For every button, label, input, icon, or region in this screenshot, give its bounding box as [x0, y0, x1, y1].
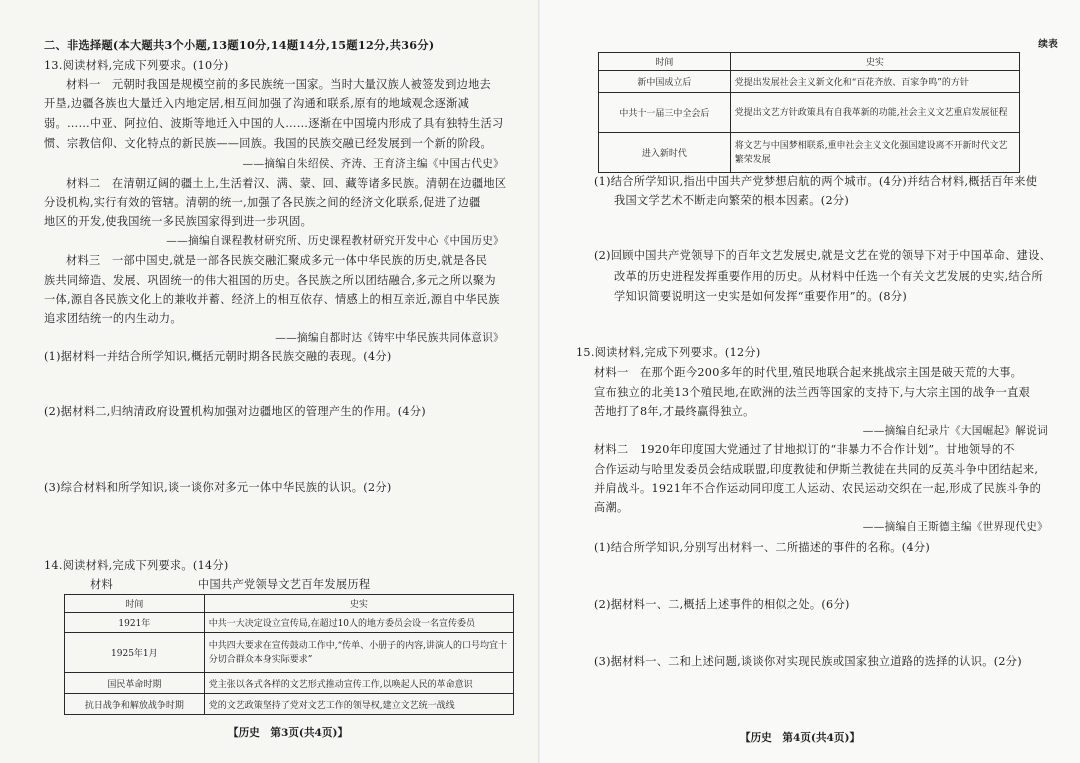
- q14-question2-line: 改革的历史进程发挥重要作用的历史。从材料中任选一个有关文艺发展的史实,结合所: [614, 270, 1043, 283]
- table-cell-time: 1921年: [65, 613, 205, 633]
- table-row: [65, 633, 514, 673]
- table-cell-fact: 党主张以各式各样的文艺形式推动宣传工作,以唤起人民的革命意识: [204, 673, 513, 694]
- q13-material3-line: 材料三 一部中国史,就是一部各民族交融汇聚成多元一体中华民族的历史,就是各民: [66, 254, 488, 267]
- q14-question2-line: 学知识简要说明这一史实是如何发挥“重要作用”的。(8分): [614, 290, 907, 303]
- q13-question3: (3)综合材料和所学知识,谈一谈你对多元一体中华民族的认识。(2分): [44, 481, 392, 494]
- continued-label: 续表: [1038, 39, 1058, 50]
- q13-material1-source: ——摘编自朱绍侯、齐涛、王育济主编《中国古代史》: [242, 158, 504, 170]
- table-row: [599, 71, 1020, 93]
- table-cell-fact: 中共四大要求在宣传鼓动工作中,“传单、小册子的内容,讲演人的口号均宜十分切合群众本身实际要求”: [204, 633, 513, 673]
- q15-material1-line: 宣布独立的北美13个殖民地,在欧洲的法兰西等国家的支持下,与大宗主国的战争一直艰: [594, 386, 1031, 399]
- table-header-fact: 史实: [730, 53, 1019, 71]
- continued-history-table: [598, 52, 1020, 173]
- table-cell-time: 抗日战争和解放战争时期: [65, 694, 205, 715]
- table-row: [65, 673, 514, 694]
- q13-material1-line: 弱。……中亚、阿拉伯、波斯等地迁入中国的人……逐渐在中国境内形成了具有独特生活习: [44, 117, 504, 130]
- table-row: [65, 694, 514, 715]
- q13-material1-line: 材料一 元朝时我国是规模空前的多民族统一国家。当时大量汉族人被签发到边地去: [66, 78, 492, 91]
- q13-material2-line: 分设机构,实行有效的管辖。清朝的统一,加强了各民族之间的经济文化联系,促进了边疆: [44, 196, 481, 209]
- q13-title: 13.阅读材料,完成下列要求。(10分): [44, 59, 229, 72]
- q13-material3-line: 追求团结统一的内生动力。: [44, 312, 182, 325]
- q14-history-table: [64, 594, 514, 715]
- q15-material1-line: 材料一 在那个距今200多年的时代里,殖民地联合起来挑战宗主国是破天荒的大事。: [594, 366, 1023, 379]
- q13-material2-source: ——摘编自课程教材研究所、历史课程教材研究开发中心《中国历史》: [166, 235, 504, 247]
- page-footer: 【历史 第4页(共4页)】: [740, 732, 861, 744]
- table-cell-fact: 党提出发展社会主义新文化和“百花齐放、百家争鸣”的方针: [730, 71, 1019, 93]
- q13-material2-line: 材料二 在清朝辽阔的疆土上,生活着汉、满、蒙、回、藏等诸多民族。清朝在边疆地区: [66, 177, 507, 190]
- section-title: 二、非选择题(本大题共3个小题,13题10分,14题14分,15题12分,共36分): [44, 38, 435, 52]
- q15-question2: (2)据材料一、二,概括上述事件的相似之处。(6分): [594, 598, 850, 611]
- q15-material2-source: ——摘编自王斯德主编《世界现代史》: [862, 521, 1048, 533]
- q13-material3-line: 族共同缔造、发展、巩固统一的伟大祖国的历史。各民族之所以团结融合,多元之所以聚为: [44, 274, 496, 287]
- q15-material2-line: 高潮。: [594, 501, 629, 514]
- table-header-time: 时间: [65, 595, 205, 613]
- table-cell-time: 进入新时代: [599, 133, 731, 173]
- q15-material2-line: 合作运动与哈里发委员会结成联盟,印度教徒和伊斯兰教徒在共同的反英斗争中团结起来,: [594, 463, 1039, 476]
- table-cell-fact: 中共一大决定设立宣传局,在超过10人的地方委员会设一名宣传委员: [204, 613, 513, 633]
- q14-title: 14.阅读材料,完成下列要求。(14分): [44, 559, 229, 572]
- q15-material1-source: ——摘编自纪录片《大国崛起》解说词: [862, 425, 1048, 437]
- table-cell-time: 中共十一届三中全会后: [599, 93, 731, 133]
- table-cell-fact: 党提出文艺方针政策具有自我革新的功能,社会主义文艺重启发展征程: [730, 93, 1019, 133]
- table-cell-time: 国民革命时期: [65, 673, 205, 694]
- q13-question2: (2)据材料二,归纳清政府设置机构加强对边疆地区的管理产生的作用。(4分): [44, 405, 426, 418]
- q14-material-label: 材料: [90, 578, 113, 591]
- q15-material2-line: 并肩战斗。1921年不合作运动同印度工人运动、农民运动交织在一起,形成了民族斗争的: [594, 482, 1042, 495]
- table-row: [599, 133, 1020, 173]
- table-header-time: 时间: [599, 53, 731, 71]
- table-cell-fact: 党的文艺政策坚持了党对文艺工作的领导权,建立文艺统一战线: [204, 694, 513, 715]
- q15-material2-line: 材料二 1920年印度国大党通过了甘地拟订的“非暴力不合作计划”。甘地领导的不: [594, 443, 1015, 456]
- q13-material3-line: 一体,源自各民族文化上的兼收并蓄、经济上的相互依存、情感上的相互亲近,源自中华民族: [44, 293, 500, 306]
- q13-question1: (1)据材料一并结合所学知识,概括元朝时期各民族交融的表现。(4分): [44, 350, 392, 363]
- page-footer: 【历史 第3页(共4页)】: [228, 727, 349, 739]
- q13-material2-line: 地区的开发,使我国统一多民族国家得到进一步巩固。: [44, 215, 313, 228]
- table-header-fact: 史实: [204, 595, 513, 613]
- table-cell-fact: 将文艺与中国梦相联系,重申社会主义文化强国建设离不开新时代文艺繁荣发展: [730, 133, 1019, 173]
- q13-material3-source: ——摘编自都时达《铸牢中华民族共同体意识》: [275, 332, 504, 344]
- q15-title: 15.阅读材料,完成下列要求。(12分): [576, 346, 761, 359]
- table-row: [65, 613, 514, 633]
- q14-question2-line: (2)回顾中国共产党领导下的百年文艺发展史,就是文艺在党的领导下对于中国革命、建设、: [594, 249, 1052, 262]
- q13-material1-line: 开垦,边疆各族也大量迁入内地定居,相互间加强了沟通和联系,原有的地域观念逐渐减: [44, 97, 470, 110]
- q14-question1-line: (1)结合所学知识,指出中国共产党梦想启航的两个城市。(4分)并结合材料,概括百年来使: [594, 175, 1038, 188]
- q13-material1-line: 惯、宗教信仰、文化特点的新民族——回族。我国的民族交融已经发展到一个新的阶段。: [44, 137, 493, 150]
- exam-page-4: [540, 0, 1080, 763]
- q15-question1: (1)结合所学知识,分别写出材料一、二所描述的事件的名称。(4分): [594, 541, 931, 554]
- table-cell-time: 1925年1月: [65, 633, 205, 673]
- table-cell-time: 新中国成立后: [599, 71, 731, 93]
- q15-material1-line: 苦地打了8年,才最终赢得独立。: [594, 405, 755, 418]
- q15-question3: (3)据材料一、二和上述问题,谈谈你对实现民族或国家独立道路的选择的认识。(2分): [594, 655, 1022, 668]
- q14-table-caption: 中国共产党领导文艺百年发展历程: [198, 578, 371, 591]
- q14-question1-line: 我国文学艺术不断走向繁荣的根本因素。(2分): [614, 194, 850, 207]
- table-row: [599, 93, 1020, 133]
